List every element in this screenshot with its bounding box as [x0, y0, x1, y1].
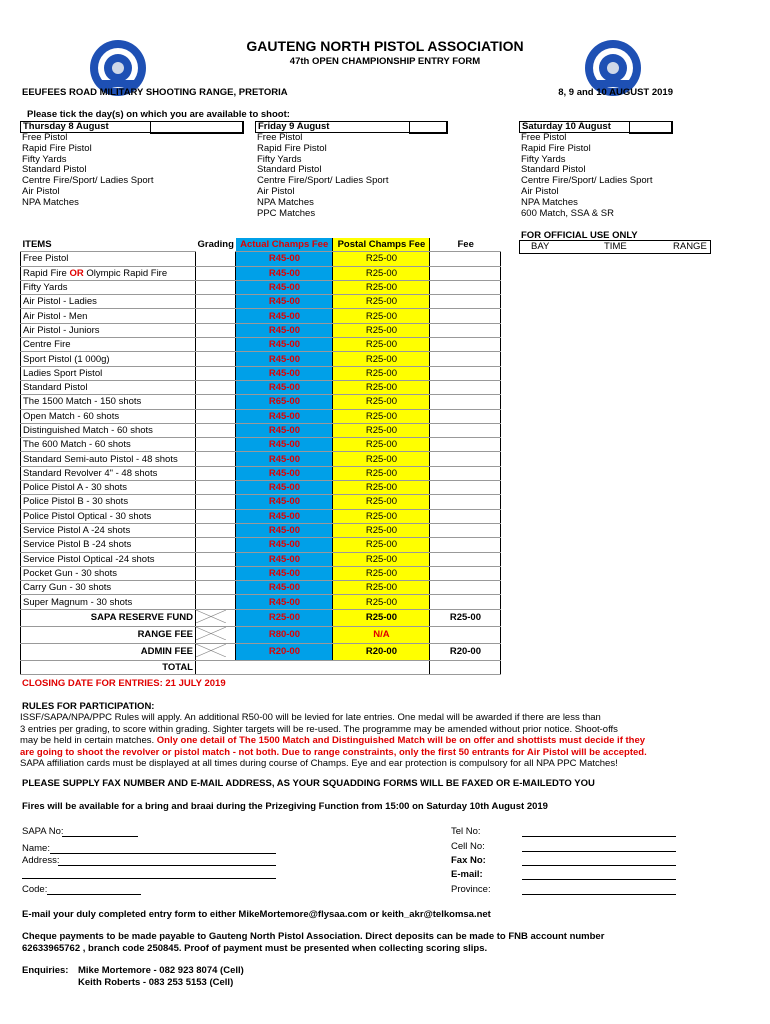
- item-name: Service Pistol B -24 shots: [21, 538, 196, 552]
- actual-fee-cell: R45-00: [236, 509, 333, 523]
- table-row: [21, 409, 501, 423]
- enquiries-label: Enquiries:: [22, 965, 69, 976]
- address-input[interactable]: [58, 865, 276, 866]
- saturday-event-item: NPA Matches: [521, 196, 578, 208]
- actual-fee-cell: R45-00: [236, 380, 333, 394]
- entry-fee-table: [20, 238, 501, 675]
- cheque-line-1: Cheque payments to be made payable to Gauteng North Pistol Association. Direct deposits can be made to FNB account number: [22, 931, 605, 942]
- fee-cell[interactable]: [430, 295, 501, 309]
- summary-row: [21, 643, 501, 660]
- rules-line: may be held in certain matches.: [20, 735, 157, 747]
- fee-cell[interactable]: [430, 352, 501, 366]
- table-row: [21, 395, 501, 409]
- table-row: [21, 523, 501, 537]
- postal-fee-cell: R25-00: [333, 252, 430, 266]
- friday-event-item: Centre Fire/Sport/ Ladies Sport: [257, 175, 389, 187]
- sapa-label: SAPA No:: [22, 826, 64, 837]
- enquiry-contact-1: Mike Mortemore - 082 923 8074 (Cell): [78, 965, 244, 976]
- actual-fee-cell: R45-00: [236, 566, 333, 580]
- item-name: Free Pistol: [21, 252, 196, 266]
- summary-row: [21, 626, 501, 643]
- actual-fee-cell: R45-00: [236, 266, 333, 280]
- col-actual-fee: Actual Champs Fee: [236, 238, 333, 252]
- friday-heading: Friday 9 August: [255, 121, 447, 133]
- actual-fee-cell: R25-00: [236, 609, 333, 626]
- venue: EEUFEES ROAD MILITARY SHOOTING RANGE, PRETORIA: [22, 87, 288, 98]
- item-name: Service Pistol A -24 shots: [21, 523, 196, 537]
- grading-cell: [196, 660, 236, 674]
- actual-fee-cell: R45-00: [236, 438, 333, 452]
- official-range: RANGE: [673, 241, 707, 252]
- grading-cell[interactable]: [196, 323, 236, 337]
- friday-event-item: Rapid Fire Pistol: [257, 142, 327, 154]
- friday-block: [255, 121, 447, 219]
- thursday-event-item: Rapid Fire Pistol: [22, 142, 92, 154]
- table-row: [21, 323, 501, 337]
- rules-line: ISSF/SAPA/NPA/PPC Rules will apply. An additional R50-00 will be levied for late entries. One medal will be awarded if there are less than: [20, 712, 601, 723]
- item-name: Police Pistol Optical - 30 shots: [21, 509, 196, 523]
- item-name: Service Pistol Optical -24 shots: [21, 552, 196, 566]
- or-emphasis: OR: [69, 267, 84, 279]
- postal-fee-cell: R25-00: [333, 266, 430, 280]
- postal-fee-cell: R25-00: [333, 595, 430, 609]
- item-name: The 600 Match - 60 shots: [21, 438, 196, 452]
- grading-cell[interactable]: [196, 280, 236, 294]
- saturday-event-item: Rapid Fire Pistol: [521, 142, 591, 154]
- col-items: ITEMS: [21, 238, 196, 252]
- actual-fee-cell: R45-00: [236, 452, 333, 466]
- summary-label: ADMIN FEE: [21, 643, 196, 660]
- actual-fee-cell: R45-00: [236, 323, 333, 337]
- saturday-event-item: Air Pistol: [521, 185, 559, 197]
- fee-cell[interactable]: [430, 280, 501, 294]
- actual-fee-cell: R45-00: [236, 338, 333, 352]
- postal-fee-cell: R25-00: [333, 552, 430, 566]
- table-row: [21, 452, 501, 466]
- address-label: Address:: [22, 855, 60, 866]
- postal-fee-cell: R25-00: [333, 495, 430, 509]
- postal-fee-cell: R25-00: [333, 323, 430, 337]
- postal-fee-cell: R25-00: [333, 452, 430, 466]
- fee-cell[interactable]: [430, 523, 501, 537]
- friday-event-item: Free Pistol: [257, 132, 303, 143]
- actual-fee-cell: R45-00: [236, 523, 333, 537]
- fee-cell[interactable]: [430, 395, 501, 409]
- fax-note: PLEASE SUPPLY FAX NUMBER AND E-MAIL ADDRESS, AS YOUR SQUADDING FORMS WILL BE FAXED OR E-MAILEDTO YOU: [22, 778, 595, 789]
- fax-label: Fax No:: [451, 855, 486, 866]
- postal-fee-cell: R25-00: [333, 395, 430, 409]
- fee-cell[interactable]: R25-00: [430, 609, 501, 626]
- col-fee: Fee: [430, 238, 501, 252]
- item-name: Police Pistol B - 30 shots: [21, 495, 196, 509]
- table-row: [21, 509, 501, 523]
- grading-cell[interactable]: [196, 438, 236, 452]
- summary-row: [21, 609, 501, 626]
- postal-fee-cell: R25-00: [333, 523, 430, 537]
- fee-cell[interactable]: [430, 409, 501, 423]
- table-row: [21, 438, 501, 452]
- postal-fee-cell: R25-00: [333, 409, 430, 423]
- summary-label: RANGE FEE: [21, 626, 196, 643]
- grading-cell[interactable]: [196, 423, 236, 437]
- grading-cell[interactable]: [196, 566, 236, 580]
- saturday-checkbox[interactable]: [629, 121, 673, 134]
- cell-input[interactable]: [522, 851, 676, 852]
- item-name: Air Pistol - Ladies: [21, 295, 196, 309]
- fee-cell[interactable]: [430, 481, 501, 495]
- grading-cell[interactable]: [196, 266, 236, 280]
- saturday-event-item: Fifty Yards: [521, 153, 566, 165]
- item-name: Super Magnum - 30 shots: [21, 595, 196, 609]
- thursday-event-item: Air Pistol: [22, 185, 60, 197]
- fee-cell[interactable]: [430, 338, 501, 352]
- rules-highlight: Only one detail of The 1500 Match and Distinguished Match will be on offer and shottists must decide if they: [156, 735, 646, 747]
- thursday-event-item: Free Pistol: [22, 132, 68, 143]
- saturday-event-item: 600 Match, SSA & SR: [521, 207, 614, 219]
- rules-heading: RULES FOR PARTICIPATION:: [22, 701, 155, 712]
- col-grading: Grading: [197, 239, 234, 251]
- thursday-heading: Thursday 8 August: [20, 121, 243, 133]
- actual-fee-cell: R45-00: [236, 366, 333, 380]
- thursday-event-item: Fifty Yards: [22, 153, 67, 165]
- postal-fee-cell: N/A: [333, 626, 430, 643]
- crossed-cell-icon: [196, 627, 226, 640]
- fee-cell[interactable]: [430, 380, 501, 394]
- fee-cell[interactable]: [430, 266, 501, 280]
- actual-fee-cell: R45-00: [236, 481, 333, 495]
- fee-cell[interactable]: [430, 466, 501, 480]
- table-row: [21, 552, 501, 566]
- grading-cell[interactable]: [196, 509, 236, 523]
- postal-fee-cell: R25-00: [333, 280, 430, 294]
- fee-cell[interactable]: [430, 538, 501, 552]
- crossed-cell-icon: [196, 610, 226, 623]
- fax-input[interactable]: [522, 865, 676, 866]
- saturday-block: [519, 121, 672, 219]
- saturday-event-item: Standard Pistol: [521, 164, 586, 176]
- official-use-heading: FOR OFFICIAL USE ONLY: [521, 230, 638, 241]
- table-row: [21, 309, 501, 323]
- thursday-event-item: NPA Matches: [22, 196, 79, 208]
- item-name: Ladies Sport Pistol: [21, 366, 196, 380]
- fee-cell[interactable]: [430, 423, 501, 437]
- item-name: Pocket Gun - 30 shots: [21, 566, 196, 580]
- grading-cell[interactable]: [196, 595, 236, 609]
- friday-checkbox[interactable]: [409, 121, 448, 134]
- official-time: TIME: [604, 241, 627, 252]
- actual-fee-cell: [236, 660, 333, 674]
- friday-event-item: Fifty Yards: [257, 153, 302, 165]
- fee-cell[interactable]: [430, 252, 501, 266]
- friday-event-item: PPC Matches: [257, 207, 316, 219]
- table-row: [21, 566, 501, 580]
- actual-fee-cell: R45-00: [236, 595, 333, 609]
- grading-cell[interactable]: [196, 552, 236, 566]
- fee-cell[interactable]: [430, 626, 501, 643]
- col-postal-fee: Postal Champs Fee: [333, 238, 430, 252]
- tel-label: Tel No:: [451, 826, 481, 837]
- table-row: [21, 338, 501, 352]
- table-row: [21, 466, 501, 480]
- crossed-cell-icon: [196, 644, 226, 657]
- official-use-box: [519, 240, 711, 254]
- table-row: [21, 352, 501, 366]
- postal-fee-cell: R25-00: [333, 295, 430, 309]
- fee-cell[interactable]: [430, 452, 501, 466]
- actual-fee-cell: R65-00: [236, 395, 333, 409]
- rules-line: 3 entries per grading, to score within grading. Sighter targets will be re-used. The programme may be amended without prior notice. Shoot-offs: [20, 723, 618, 735]
- friday-event-item: Air Pistol: [257, 185, 295, 197]
- fee-cell[interactable]: [430, 509, 501, 523]
- tel-input[interactable]: [522, 836, 676, 837]
- code-input[interactable]: [47, 894, 141, 895]
- item-name: Centre Fire: [21, 338, 196, 352]
- item-name: Distinguished Match - 60 shots: [21, 423, 196, 437]
- saturday-event-item: Free Pistol: [521, 132, 567, 143]
- page-title: GAUTENG NORTH PISTOL ASSOCIATION: [246, 38, 524, 54]
- actual-fee-cell: R80-00: [236, 626, 333, 643]
- thursday-event-item: Centre Fire/Sport/ Ladies Sport: [22, 175, 154, 187]
- province-input[interactable]: [522, 894, 676, 895]
- grading-cell[interactable]: [196, 581, 236, 595]
- summary-row: [21, 660, 501, 674]
- table-row: [21, 252, 501, 266]
- actual-fee-cell: R45-00: [236, 552, 333, 566]
- name-input[interactable]: [50, 853, 276, 854]
- fee-cell[interactable]: [430, 581, 501, 595]
- table-row: [21, 380, 501, 394]
- grading-cell[interactable]: [196, 352, 236, 366]
- table-row: [21, 595, 501, 609]
- address-input-2[interactable]: [22, 878, 276, 879]
- item-name: The 1500 Match - 150 shots: [21, 395, 196, 409]
- postal-fee-cell: R20-00: [333, 643, 430, 660]
- grading-cell[interactable]: [196, 295, 236, 309]
- item-name: Air Pistol - Men: [21, 309, 196, 323]
- item-name: Sport Pistol (1 000g): [21, 352, 196, 366]
- grading-cell[interactable]: [196, 252, 236, 266]
- actual-fee-cell: R45-00: [236, 538, 333, 552]
- grading-cell[interactable]: [196, 338, 236, 352]
- actual-fee-cell: R45-00: [236, 280, 333, 294]
- table-header-row: [21, 238, 501, 252]
- item-name: Standard Revolver 4" - 48 shots: [21, 466, 196, 480]
- postal-fee-cell: R25-00: [333, 509, 430, 523]
- email-input[interactable]: [522, 879, 676, 880]
- postal-fee-cell: R25-00: [333, 566, 430, 580]
- fee-cell[interactable]: [430, 309, 501, 323]
- fee-cell[interactable]: [430, 495, 501, 509]
- postal-fee-cell: R25-00: [333, 581, 430, 595]
- grading-cell[interactable]: [196, 495, 236, 509]
- fee-cell[interactable]: [430, 438, 501, 452]
- fee-cell[interactable]: [430, 323, 501, 337]
- grading-cell[interactable]: [196, 380, 236, 394]
- page-subtitle: 47th OPEN CHAMPIONSHIP ENTRY FORM: [289, 56, 481, 67]
- actual-fee-cell: R45-00: [236, 581, 333, 595]
- fee-cell[interactable]: [430, 366, 501, 380]
- fee-cell[interactable]: R20-00: [430, 643, 501, 660]
- item-name: Police Pistol A - 30 shots: [21, 481, 196, 495]
- table-row: [21, 481, 501, 495]
- summary-label: SAPA RESERVE FUND: [21, 609, 196, 626]
- table-row: [21, 581, 501, 595]
- fee-cell[interactable]: [430, 552, 501, 566]
- thursday-block: [20, 121, 243, 209]
- event-dates: 8, 9 and 10 AUGUST 2019: [558, 87, 673, 98]
- grading-cell[interactable]: [196, 466, 236, 480]
- postal-fee-cell: R25-00: [333, 609, 430, 626]
- rules-text: [20, 712, 750, 770]
- actual-fee-cell: R45-00: [236, 466, 333, 480]
- postal-fee-cell: R25-00: [333, 466, 430, 480]
- postal-fee-cell: R25-00: [333, 352, 430, 366]
- postal-fee-cell: R25-00: [333, 438, 430, 452]
- actual-fee-cell: R45-00: [236, 252, 333, 266]
- item-name: Air Pistol - Juniors: [21, 323, 196, 337]
- province-label: Province:: [451, 884, 491, 895]
- postal-fee-cell: R25-00: [333, 366, 430, 380]
- day-instruction: Please tick the day(s) on which you are available to shoot:: [27, 109, 290, 120]
- postal-fee-cell: R25-00: [333, 481, 430, 495]
- item-name: Standard Semi-auto Pistol - 48 shots: [21, 452, 196, 466]
- item-name: Rapid Fire OR Olympic Rapid Fire: [21, 266, 196, 280]
- fee-cell[interactable]: [430, 566, 501, 580]
- postal-fee-cell: R25-00: [333, 423, 430, 437]
- sapa-input[interactable]: [62, 836, 138, 837]
- table-row: [21, 538, 501, 552]
- actual-fee-cell: R45-00: [236, 309, 333, 323]
- cheque-line-2: 62633965762 , branch code 250845. Proof of payment must be presented when collecting scoring slips.: [22, 943, 488, 954]
- cell-label: Cell No:: [451, 841, 485, 852]
- saturday-event-item: Centre Fire/Sport/ Ladies Sport: [521, 175, 653, 187]
- actual-fee-cell: R20-00: [236, 643, 333, 660]
- grading-cell: [196, 626, 236, 643]
- grading-cell[interactable]: [196, 395, 236, 409]
- fee-cell[interactable]: [430, 660, 501, 674]
- thursday-checkbox[interactable]: [150, 121, 244, 134]
- item-name: Fifty Yards: [21, 280, 196, 294]
- fires-note: Fires will be available for a bring and braai during the Prizegiving Function from 15:00 on Saturday 10th August 2019: [22, 801, 548, 812]
- grading-cell: [196, 609, 236, 626]
- table-row: [21, 266, 501, 280]
- grading-cell: [196, 643, 236, 660]
- rules-highlight: are going to shoot the revolver or pistol match - not both. Due to range constraints, only the first 50 entrants for Air Pistol will be accepted.: [20, 746, 647, 758]
- friday-event-item: NPA Matches: [257, 196, 314, 208]
- item-name: Standard Pistol: [21, 380, 196, 394]
- table-row: [21, 295, 501, 309]
- fee-cell[interactable]: [430, 595, 501, 609]
- email-label: E-mail:: [451, 869, 483, 880]
- postal-fee-cell: R25-00: [333, 338, 430, 352]
- table-row: [21, 423, 501, 437]
- name-label: Name:: [22, 843, 50, 854]
- actual-fee-cell: R45-00: [236, 352, 333, 366]
- grading-cell[interactable]: [196, 366, 236, 380]
- saturday-heading: Saturday 10 August: [519, 121, 672, 133]
- table-row: [21, 495, 501, 509]
- actual-fee-cell: R45-00: [236, 423, 333, 437]
- table-row: [21, 366, 501, 380]
- postal-fee-cell: R25-00: [333, 309, 430, 323]
- grading-cell[interactable]: [196, 523, 236, 537]
- table-row: [21, 280, 501, 294]
- code-label: Code:: [22, 884, 48, 895]
- closing-date: CLOSING DATE FOR ENTRIES: 21 JULY 2019: [22, 678, 226, 689]
- grading-cell[interactable]: [196, 409, 236, 423]
- item-name: Open Match - 60 shots: [21, 409, 196, 423]
- actual-fee-cell: R45-00: [236, 495, 333, 509]
- enquiry-contact-2: Keith Roberts - 083 253 5153 (Cell): [78, 977, 234, 988]
- thursday-event-item: Standard Pistol: [22, 164, 87, 176]
- summary-label: TOTAL: [21, 660, 196, 674]
- actual-fee-cell: R45-00: [236, 295, 333, 309]
- official-bay: BAY: [531, 241, 550, 252]
- grading-cell[interactable]: [196, 309, 236, 323]
- grading-cell[interactable]: [196, 452, 236, 466]
- postal-fee-cell: R25-00: [333, 538, 430, 552]
- email-note: E-mail your duly completed entry form to either MikeMortemore@flysaa.com or keith_akr@telkomsa.net: [22, 909, 491, 920]
- postal-fee-cell: R25-00: [333, 380, 430, 394]
- grading-cell[interactable]: [196, 481, 236, 495]
- actual-fee-cell: R45-00: [236, 409, 333, 423]
- friday-event-item: Standard Pistol: [257, 164, 322, 176]
- rules-line: SAPA affiliation cards must be displayed at all times during course of Champs. Eye and ear protection is compulsory for all NPA PPC Matches!: [20, 758, 618, 770]
- postal-fee-cell: [333, 660, 430, 674]
- grading-cell[interactable]: [196, 538, 236, 552]
- item-name: Carry Gun - 30 shots: [21, 581, 196, 595]
